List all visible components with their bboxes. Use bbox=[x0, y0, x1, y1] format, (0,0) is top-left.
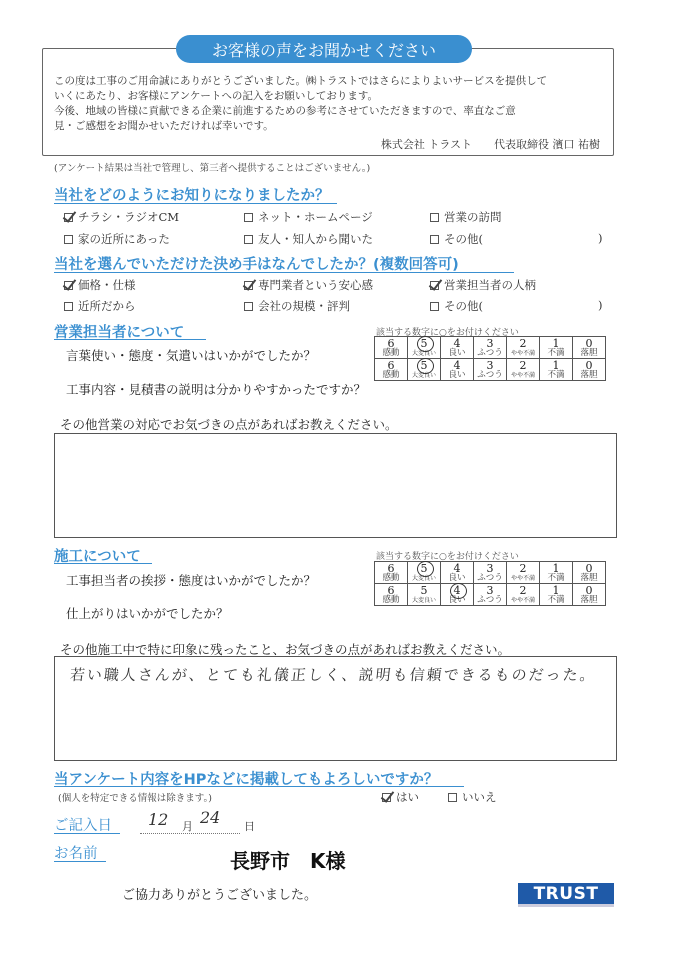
construction-question-b: 仕上がりはいかがでしたか？ bbox=[66, 606, 229, 621]
rating-label: やや不満 bbox=[510, 575, 535, 582]
rating-number: 6 bbox=[387, 359, 395, 372]
q1-option[interactable] bbox=[244, 231, 373, 247]
entry-month[interactable]: 12 bbox=[148, 810, 169, 829]
publish-yes-option[interactable] bbox=[382, 789, 419, 805]
rating-number: 0 bbox=[585, 584, 593, 597]
checkbox[interactable] bbox=[244, 281, 253, 290]
rating-cell[interactable] bbox=[474, 359, 507, 381]
entry-date-label: ご記入日 bbox=[54, 818, 112, 834]
rating-cell[interactable] bbox=[375, 359, 408, 381]
thanks-message: ご協力ありがとうございました。 bbox=[122, 888, 318, 903]
checkbox[interactable] bbox=[382, 793, 391, 802]
entry-day[interactable]: 24 bbox=[200, 808, 221, 827]
name-label: お名前 bbox=[54, 846, 98, 862]
sales-underline bbox=[54, 339, 206, 340]
rating-number: 1 bbox=[552, 584, 560, 597]
checkbox[interactable] bbox=[244, 213, 253, 222]
option-label: 専門業者という安心感 bbox=[258, 278, 373, 292]
rating-label: 不満 bbox=[547, 348, 565, 358]
sales-question-a: 言葉使い・態度・気遣いはいかがでしたか？ bbox=[66, 348, 317, 363]
rating-row bbox=[375, 337, 606, 359]
rating-cell[interactable] bbox=[375, 584, 408, 606]
sales-free-label: その他営業の対応でお気づきの点があればお教えください。 bbox=[60, 417, 398, 432]
publish-no-option[interactable] bbox=[448, 789, 497, 805]
publish-title: 当アンケート内容をHPなどに掲載してもよろしいですか？ bbox=[54, 772, 439, 788]
rating-number: 0 bbox=[585, 337, 593, 350]
checkbox[interactable] bbox=[448, 793, 457, 802]
rating-label: 落胆 bbox=[580, 348, 598, 358]
survey-title: お客様の声をお聞かせください bbox=[176, 35, 472, 63]
intro-line: 見・ご感想をお聞かせいただければ幸いです。 bbox=[54, 120, 274, 132]
q2-option[interactable] bbox=[64, 298, 136, 314]
rating-row bbox=[375, 562, 606, 584]
rating-cell[interactable] bbox=[408, 359, 441, 381]
rating-number: 1 bbox=[552, 359, 560, 372]
rating-number: 6 bbox=[387, 584, 395, 597]
sales-rating-table bbox=[374, 336, 606, 381]
checkbox[interactable] bbox=[430, 235, 439, 244]
rating-cell[interactable] bbox=[441, 584, 474, 606]
name-underline bbox=[54, 861, 106, 862]
q1-underline bbox=[54, 203, 337, 204]
q1-option[interactable] bbox=[244, 209, 373, 225]
rating-number: 4 bbox=[453, 359, 461, 372]
rating-cell[interactable] bbox=[408, 562, 441, 584]
rating-label: 感動 bbox=[382, 595, 400, 605]
rating-number: 3 bbox=[486, 337, 494, 350]
sales-title: 営業担当者について bbox=[54, 325, 185, 341]
construction-underline bbox=[54, 563, 152, 564]
rating-number: 4 bbox=[453, 584, 461, 597]
rating-number: 6 bbox=[387, 337, 395, 350]
rating-number: 2 bbox=[519, 359, 527, 372]
rating-cell[interactable] bbox=[507, 562, 540, 584]
option-label: 営業の訪問 bbox=[444, 210, 502, 224]
checkbox[interactable] bbox=[64, 302, 73, 311]
rating-label: 良い bbox=[448, 370, 466, 380]
option-label: はい bbox=[396, 790, 419, 804]
rating-number: 0 bbox=[585, 359, 593, 372]
day-unit: 日 bbox=[244, 820, 255, 833]
rating-cell[interactable] bbox=[573, 562, 606, 584]
rating-label: ふつう bbox=[477, 573, 503, 583]
option-label: 家の近所にあった bbox=[78, 232, 170, 246]
rating-number: 5 bbox=[420, 337, 428, 350]
month-unit: 月 bbox=[182, 820, 193, 833]
q1-option[interactable] bbox=[64, 231, 170, 247]
rating-cell[interactable] bbox=[540, 584, 573, 606]
rating-label: 感動 bbox=[382, 348, 400, 358]
rating-label: やや不満 bbox=[510, 597, 535, 604]
rating-label: 感動 bbox=[382, 370, 400, 380]
intro-line: この度は工事のご用命誠にありがとうございました。㈱トラストではさらによりよいサービスを提供して bbox=[54, 75, 548, 87]
rating-number: 6 bbox=[387, 562, 395, 575]
rating-caption: 該当する数字に○をお付けください bbox=[376, 328, 519, 338]
rating-label: 不満 bbox=[547, 595, 565, 605]
option-label: 価格・仕様 bbox=[78, 278, 136, 292]
rating-cell[interactable] bbox=[507, 584, 540, 606]
close-paren: ) bbox=[598, 298, 603, 312]
rating-label: 不満 bbox=[547, 370, 565, 380]
rating-number: 5 bbox=[420, 359, 428, 372]
checkbox[interactable] bbox=[430, 281, 439, 290]
rating-cell[interactable] bbox=[540, 337, 573, 359]
rating-label: 大変良い bbox=[411, 372, 436, 379]
rating-label: ふつう bbox=[477, 370, 503, 380]
company-signature: 株式会社 トラスト 代表取締役 濱口 祐樹 bbox=[380, 138, 600, 151]
rating-cell[interactable] bbox=[474, 562, 507, 584]
q1-option[interactable] bbox=[430, 231, 483, 247]
rating-label: 落胆 bbox=[580, 370, 598, 380]
q2-option[interactable] bbox=[430, 298, 483, 314]
option-label: その他( bbox=[444, 232, 483, 246]
checkbox[interactable] bbox=[244, 302, 253, 311]
checkbox[interactable] bbox=[430, 302, 439, 311]
rating-number: 1 bbox=[552, 562, 560, 575]
rating-cell[interactable] bbox=[375, 562, 408, 584]
rating-row bbox=[375, 584, 606, 606]
customer-name[interactable]: 長野市 K様 bbox=[230, 849, 346, 873]
rating-label: 大変良い bbox=[411, 575, 436, 582]
option-label: 友人・知人から聞いた bbox=[258, 232, 373, 246]
checkbox[interactable] bbox=[64, 281, 73, 290]
rating-row bbox=[375, 359, 606, 381]
sales-comment-box[interactable] bbox=[54, 433, 617, 538]
q2-option[interactable] bbox=[430, 277, 536, 293]
rating-cell[interactable] bbox=[441, 562, 474, 584]
rating-label: 感動 bbox=[382, 573, 400, 583]
construction-rating-table bbox=[374, 561, 606, 606]
checkbox[interactable] bbox=[244, 235, 253, 244]
rating-label: 良い bbox=[448, 573, 466, 583]
rating-cell[interactable] bbox=[573, 584, 606, 606]
rating-label: やや不満 bbox=[510, 372, 535, 379]
rating-cell[interactable] bbox=[573, 337, 606, 359]
rating-label: 落胆 bbox=[580, 573, 598, 583]
rating-cell[interactable] bbox=[507, 337, 540, 359]
option-label: チラシ・ラジオCM bbox=[78, 210, 180, 224]
option-label: いいえ bbox=[462, 790, 497, 804]
rating-number: 3 bbox=[486, 562, 494, 575]
construction-comment-text: 若い職人さんが、とても礼儀正しく、説明も信頼できるものだった。 bbox=[69, 666, 598, 684]
rating-label: 良い bbox=[448, 348, 466, 358]
q1-option[interactable] bbox=[430, 209, 502, 225]
rating-number: 2 bbox=[519, 584, 527, 597]
trust-logo: TRUST bbox=[518, 883, 614, 907]
rating-label: 大変良い bbox=[411, 597, 436, 604]
rating-cell[interactable] bbox=[540, 562, 573, 584]
rating-number: 2 bbox=[519, 562, 527, 575]
rating-cell[interactable] bbox=[540, 359, 573, 381]
rating-cell[interactable] bbox=[441, 359, 474, 381]
intro-line: いくにあたり、お客様にアンケートへの記入をお願いしております。 bbox=[54, 90, 379, 102]
q2-option[interactable] bbox=[244, 298, 350, 314]
rating-number: 5 bbox=[420, 562, 428, 575]
construction-free-label: その他施工中で特に印象に残ったこと、お気づきの点があればお教えください。 bbox=[60, 642, 511, 657]
q2-title: 当社を選んでいただけた決め手はなんでしたか？(複数回答可) bbox=[54, 257, 459, 273]
rating-cell[interactable] bbox=[474, 337, 507, 359]
rating-number: 4 bbox=[453, 337, 461, 350]
construction-title: 施工について bbox=[54, 549, 141, 565]
intro-text bbox=[54, 74, 602, 134]
rating-number: 3 bbox=[486, 584, 494, 597]
intro-line: 今後、地域の皆様に貢献できる企業に前進するための参考にさせていただきますので、率直なご意 bbox=[54, 105, 516, 117]
rating-cell[interactable] bbox=[507, 359, 540, 381]
sales-question-b: 工事内容・見積書の説明は分かりやすかったですか？ bbox=[66, 382, 367, 397]
q2-underline bbox=[54, 272, 514, 273]
rating-number: 4 bbox=[453, 562, 461, 575]
q1-option[interactable] bbox=[64, 209, 179, 225]
rating-number: 5 bbox=[420, 584, 428, 597]
checkbox[interactable] bbox=[64, 235, 73, 244]
rating-number: 2 bbox=[519, 337, 527, 350]
rating-label: 不満 bbox=[547, 573, 565, 583]
rating-number: 0 bbox=[585, 562, 593, 575]
rating-cell[interactable] bbox=[441, 337, 474, 359]
rating-cell[interactable] bbox=[573, 359, 606, 381]
entry-date-underline bbox=[54, 833, 120, 834]
option-label: 会社の規模・評判 bbox=[258, 299, 350, 313]
rating-cell[interactable] bbox=[408, 337, 441, 359]
q2-option[interactable] bbox=[64, 277, 136, 293]
rating-number: 3 bbox=[486, 359, 494, 372]
option-label: 営業担当者の人柄 bbox=[444, 278, 536, 292]
close-paren: ) bbox=[598, 231, 603, 245]
option-label: ネット・ホームページ bbox=[258, 210, 373, 224]
rating-number: 1 bbox=[552, 337, 560, 350]
checkbox[interactable] bbox=[430, 213, 439, 222]
option-label: 近所だから bbox=[78, 299, 136, 313]
construction-question-a: 工事担当者の挨拶・態度はいかがでしたか？ bbox=[66, 573, 317, 588]
q1-title: 当社をどのようにお知りになりましたか？ bbox=[54, 188, 330, 204]
rating-caption: 該当する数字に○をお付けください bbox=[376, 552, 519, 562]
rating-label: やや不満 bbox=[510, 350, 535, 357]
publish-underline bbox=[54, 786, 464, 787]
privacy-notice: (アンケート結果は当社で管理し、第三者へ提供することはございません。) bbox=[54, 163, 371, 174]
rating-label: 良い bbox=[448, 595, 466, 605]
option-label: その他( bbox=[444, 299, 483, 313]
rating-cell[interactable] bbox=[474, 584, 507, 606]
rating-label: 大変良い bbox=[411, 350, 436, 357]
rating-cell[interactable] bbox=[375, 337, 408, 359]
q2-option[interactable] bbox=[244, 277, 373, 293]
rating-label: 落胆 bbox=[580, 595, 598, 605]
rating-cell[interactable] bbox=[408, 584, 441, 606]
checkbox[interactable] bbox=[64, 213, 73, 222]
publish-note: (個人を特定できる情報は除きます。) bbox=[58, 793, 212, 804]
rating-label: ふつう bbox=[477, 348, 503, 358]
rating-label: ふつう bbox=[477, 595, 503, 605]
